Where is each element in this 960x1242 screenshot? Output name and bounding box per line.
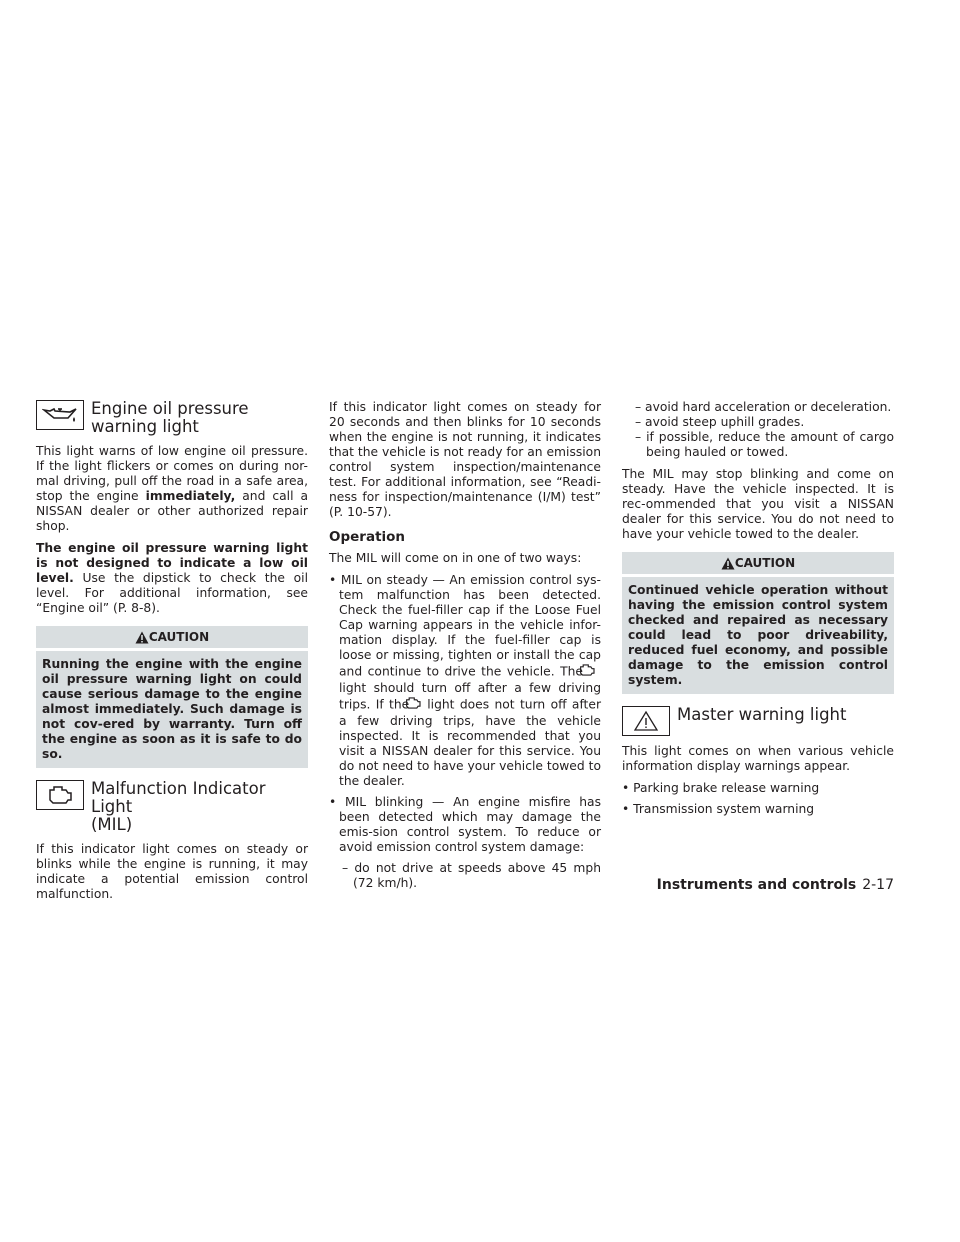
operation-heading: Operation (329, 529, 406, 545)
warning-triangle-icon (721, 557, 735, 570)
mil-blinking-bullet: • MIL blinking — An engine misfire has been detected which may damage the emis-sion control system. To reduce or avoid emission control system damage: (329, 795, 601, 854)
check-engine-icon (413, 696, 423, 714)
dash-item-uphill: – avoid steep uphill grades. (635, 415, 805, 429)
column-2 (329, 400, 601, 891)
footer-section: Instruments and controls (656, 877, 857, 893)
oil-can-icon (36, 400, 84, 430)
mil-heading (36, 780, 308, 834)
warning-triangle-icon (135, 631, 149, 644)
dash-item-speed: – do not drive at speeds above 45 mph (72 km/h). (342, 861, 601, 890)
oil-caution-box (36, 626, 308, 768)
operation-intro: The MIL will come on in one of two ways: (329, 551, 582, 565)
oil-title-line2: warning light (91, 417, 199, 436)
mil-paragraph-3: The MIL may stop blinking and come on steady. Have the vehicle inspected. It is rec-ommended that you visit a NISSAN dealer for this service. You do not need to have your vehicle towed to the dealer. (622, 467, 894, 541)
column-3 (622, 400, 894, 823)
dash-item-cargo: – if possible, reduce the amount of cargo being hauled or towed. (635, 430, 894, 459)
caution-text: Continued vehicle operation without having the emission control system checked and repaired as necessary could lead to poor driveability, reduced fuel economy, and possible damage to the emission control system. (628, 583, 888, 687)
caution-header (622, 552, 894, 577)
check-engine-icon (587, 663, 597, 681)
mil-paragraph-2: If this indicator light comes on steady for 20 seconds and then blinks for 10 seconds when the engine is not running, it indicates that the vehicle is not ready for an emission control system inspection/maintenance test. For additional information, see “Readi-ness for inspection/maintenance (I/M) test” (P. 10-57). (329, 400, 601, 519)
mil-caution-box (622, 552, 894, 694)
mil-title-line1: Malfunction Indicator Light (91, 779, 266, 816)
mil-title-line2: (MIL) (91, 815, 133, 834)
mil-steady-bullet: • MIL on steady — An emission control sys-tem malfunction has been detected. Check the fuel-filler cap if the Loose Fuel Cap warning appears in the vehicle infor-mation display. If the fuel-filler cap is loose or missing, tighten or install the cap and continue to drive the vehicle. Thelight should turn off after a few driving trips. If the light does not turn off after a few driving trips, have the vehicle inspected. It is recommended that you visit a NISSAN dealer for this service. You do not need to have your vehicle towed to the dealer. (329, 573, 601, 788)
master-paragraph: This light comes on when various vehicle information display warnings appear. (622, 744, 894, 773)
master-bullet-parking: • Parking brake release warning (622, 781, 820, 795)
master-title: Master warning light (677, 705, 847, 724)
column-1 (36, 400, 308, 909)
master-bullet-transmission: • Transmission system warning (622, 802, 815, 816)
warning-triangle-icon (622, 706, 670, 736)
caution-label: CAUTION (734, 555, 796, 570)
dash-item-acceleration: – avoid hard acceleration or deceleration. (635, 400, 892, 414)
page-number: 2-17 (862, 877, 894, 893)
oil-title-line1: Engine oil pressure (91, 399, 249, 418)
check-engine-icon (36, 780, 84, 810)
oil-paragraph-1: This light warns of low engine oil pressure. If the light flickers or comes on during nor-mal driving, pull off the road in a safe area, stop the engine immediately, and call a NISSAN dealer or other authorized repair shop. (36, 444, 309, 533)
caution-header (36, 626, 308, 651)
oil-pressure-heading (36, 400, 308, 436)
oil-paragraph-2: The engine oil pressure warning light is not designed to indicate a low oil level. Use the dipstick to check the oil level. For additional information, see “Engine oil” (P. 8-8). (36, 541, 308, 615)
master-warning-heading (622, 706, 894, 736)
mil-paragraph-1: If this indicator light comes on steady or blinks while the engine is running, it may indicate a potential emission control malfunction. (36, 842, 308, 901)
page-footer (657, 878, 894, 893)
caution-label: CAUTION (148, 629, 210, 644)
caution-text: Running the engine with the engine oil pressure warning light on could cause serious damage to the engine almost immediately. Such damage is not cov-ered by warranty. Turn off the engine as soon as it is safe to do so. (42, 657, 302, 761)
